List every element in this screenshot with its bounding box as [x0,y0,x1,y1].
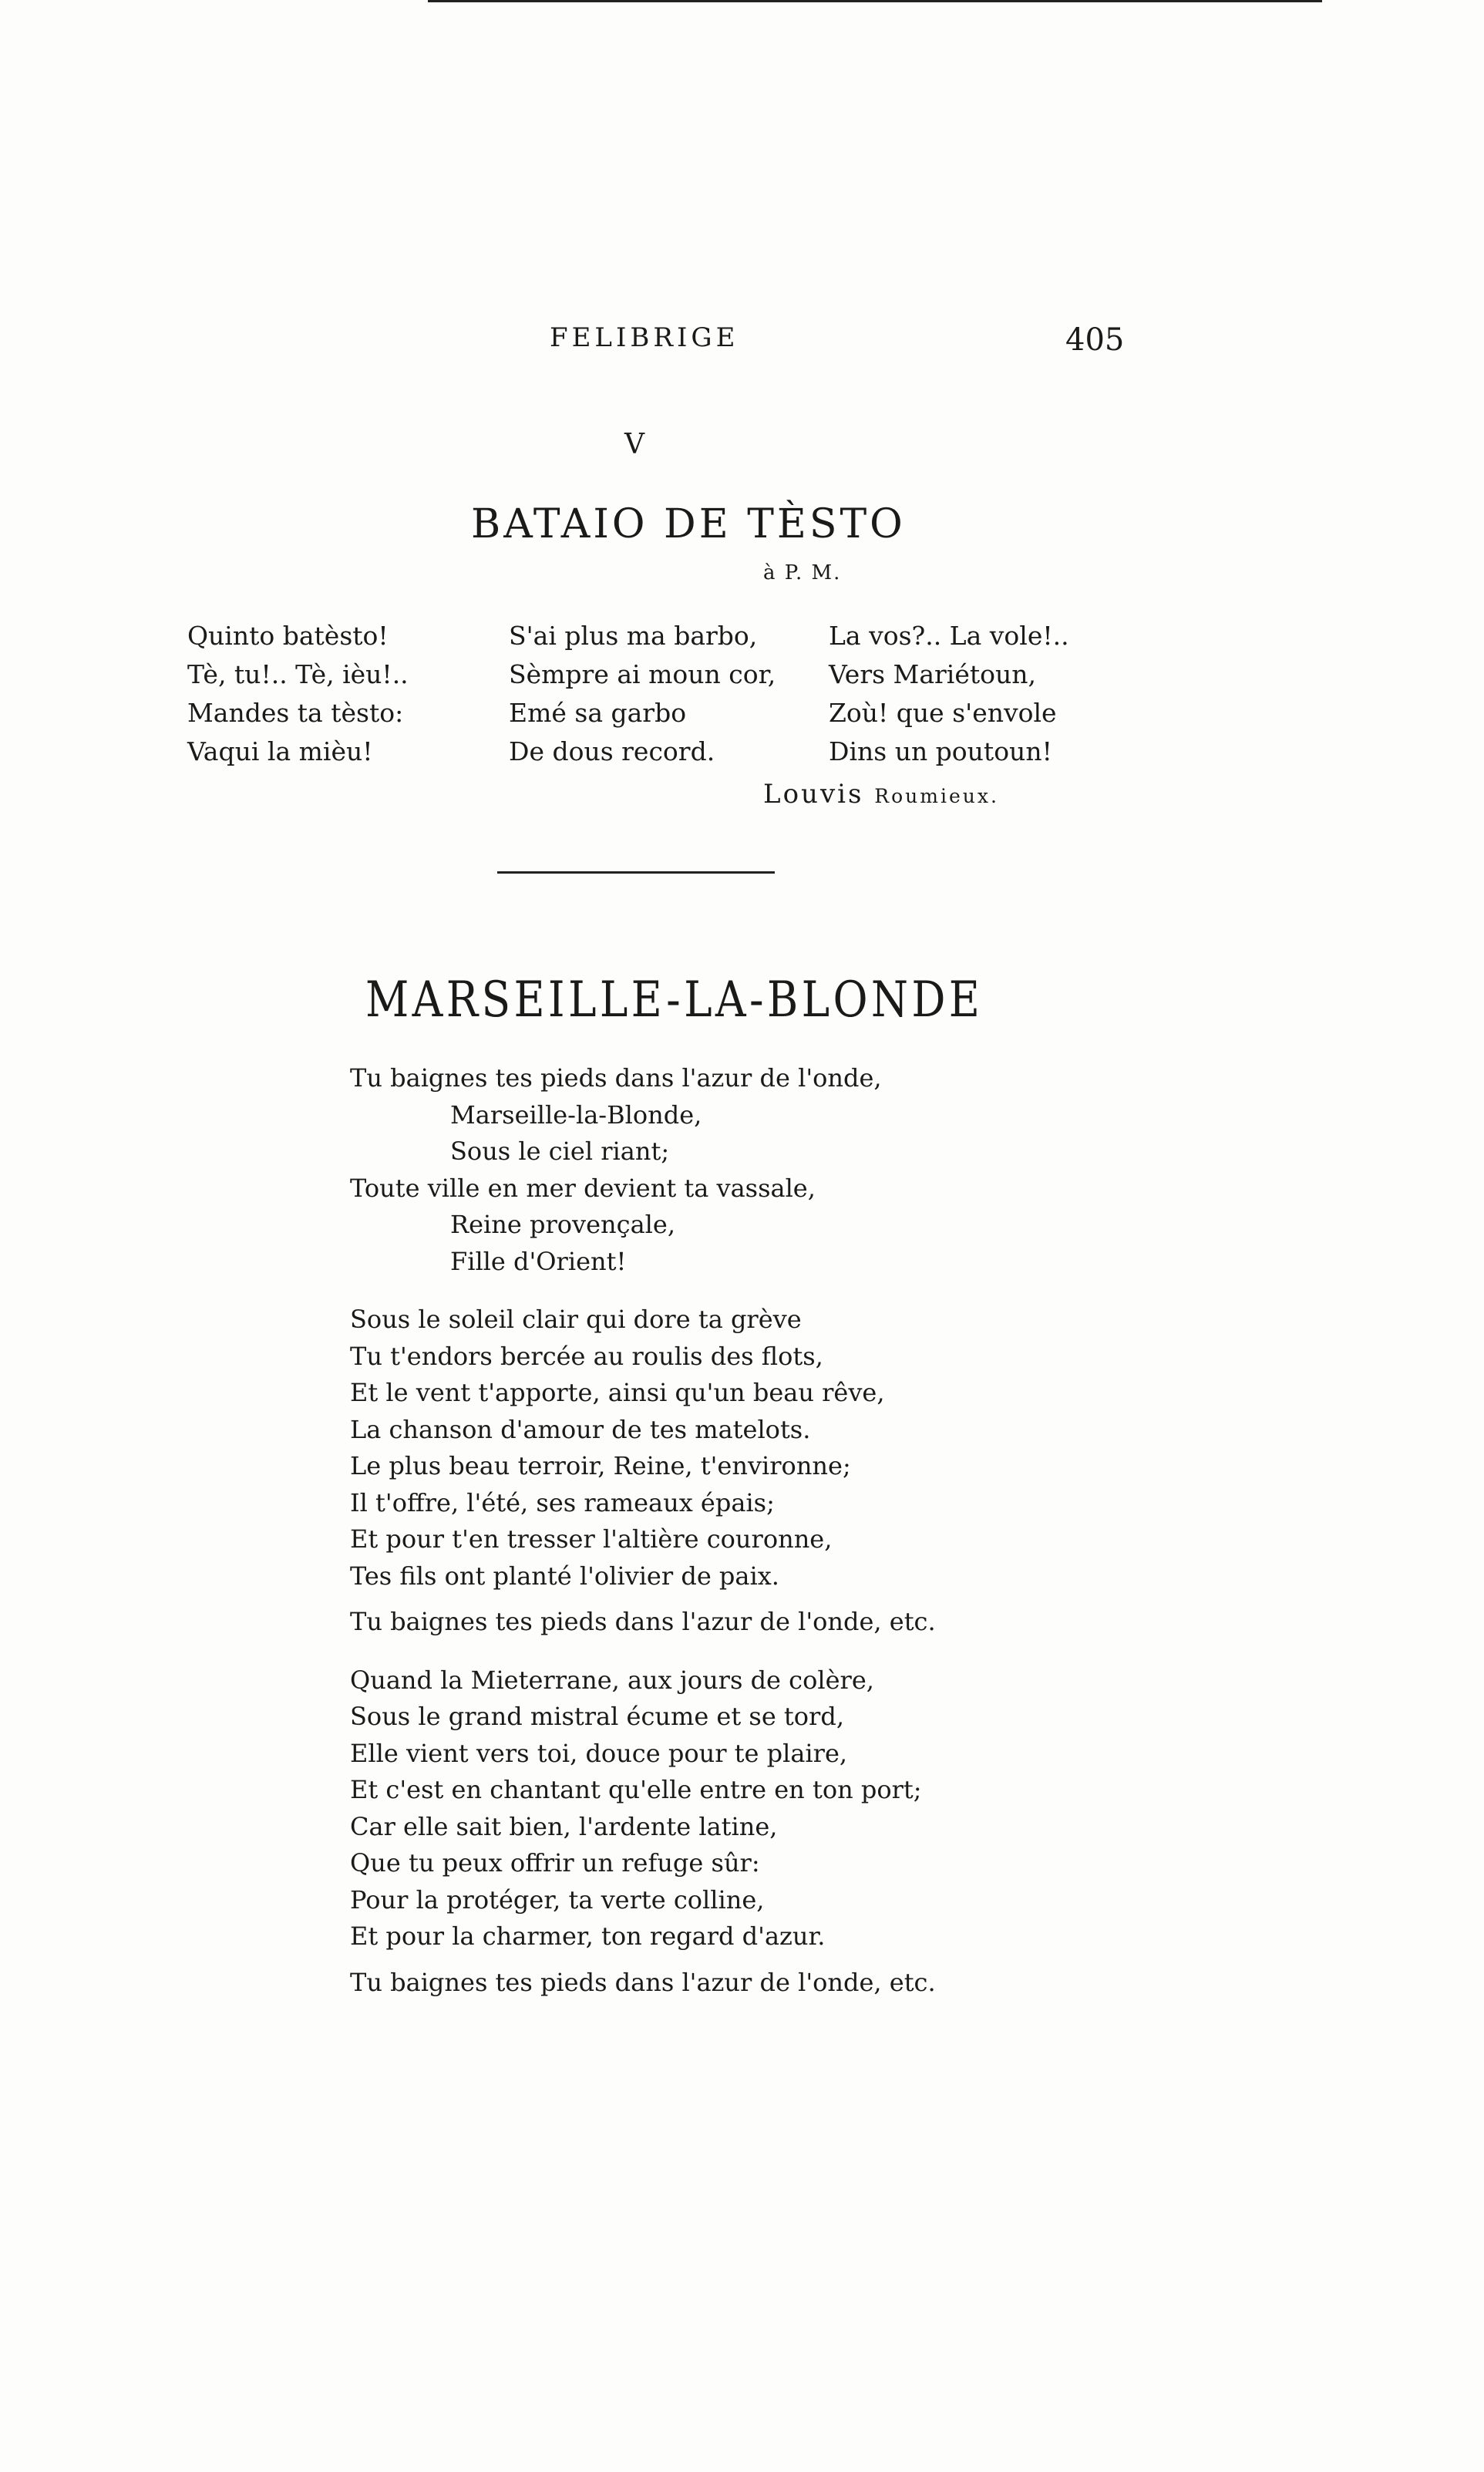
verse-line: Vers Mariétoun, [829,659,1036,689]
verse-line: Zoù! que s'envole [829,698,1057,728]
dedication: à P. M. [763,561,842,584]
stanza-3 [829,617,1069,771]
verse-line: Mandes ta tèsto: [187,698,404,728]
refrain-repeat: Tu baignes tes pieds dans l'azur de l'onde, etc. [350,1607,936,1636]
verse-line: Toute ville en mer devient ta vassale, [350,1173,816,1203]
verse-line: Elle vient vers toi, douce pour te plaire, [350,1738,848,1768]
verse-line: Tes fils ont planté l'olivier de paix. [350,1561,779,1591]
verse-line: Car elle sait bien, l'ardente latine, [350,1811,778,1841]
author-last-name: Roumieux. [874,785,999,807]
author-first-name: Louvis [763,779,864,810]
verse-line: Marseille-la-Blonde, [450,1100,702,1130]
verse-line: Sous le soleil clair qui dore ta grève [350,1305,802,1334]
verse-line: Que tu peux offrir un refuge sûr: [350,1848,760,1878]
verse-line: Pour la protéger, ta verte colline, [350,1884,765,1915]
verse-line: De dous record. [509,736,715,766]
verse-line: Le plus beau terroir, Reine, t'environne; [350,1451,851,1480]
poem-body [350,1060,936,2001]
running-title: FELIBRIGE [550,322,739,353]
verse-line: S'ai plus ma barbo, [509,621,758,651]
section-divider [497,871,775,874]
author-signature [763,779,999,810]
verse-line: Quand la Mieterrane, aux jours de colère, [350,1665,874,1695]
verse-line: La vos?.. La vole!.. [829,621,1069,651]
verse-line: Et pour t'en tresser l'altière couronne, [350,1524,833,1554]
verse-line: Il t'offre, l'été, ses rameaux épais; [350,1487,775,1517]
verse-line: Quinto batèsto! [187,621,389,651]
refrain-repeat: Tu baignes tes pieds dans l'azur de l'onde, etc. [350,1967,936,1997]
verse-line: Fille d'Orient! [450,1246,627,1276]
verse-line: La chanson d'amour de tes matelots. [350,1414,811,1444]
verse-line: Tu t'endors bercée au roulis des flots, [350,1341,823,1371]
verse-line: Sèmpre ai moun cor, [509,659,776,689]
poem-title: MARSEILLE-LA-BLONDE [365,972,984,1029]
verse-line: Tu baignes tes pieds dans l'azur de l'onde, [350,1063,882,1093]
page-number: 405 [1065,322,1125,358]
verse-line: Et pour la charmer, ton regard d'azur. [350,1921,826,1951]
top-rule [428,0,1322,2]
verse-line: Emé sa garbo [509,698,687,728]
section-title: BATAIO DE TÈSTO [471,501,906,547]
section-number: V [624,429,644,460]
verse-line: Tè, tu!.. Tè, ièu!.. [187,659,409,689]
verse-line: Vaqui la mièu! [187,736,373,766]
verse-line: Sous le ciel riant; [450,1137,670,1166]
verse-line: Dins un poutoun! [829,736,1052,766]
verse-line: Reine provençale, [450,1210,675,1239]
verse-line: Et le vent t'apporte, ainsi qu'un beau rêve, [350,1378,885,1407]
verse-line: Et c'est en chantant qu'elle entre en ton port; [350,1775,922,1804]
verse-line: Sous le grand mistral écume et se tord, [350,1702,844,1731]
stanza-1 [187,617,409,771]
stanza-2 [509,617,776,771]
